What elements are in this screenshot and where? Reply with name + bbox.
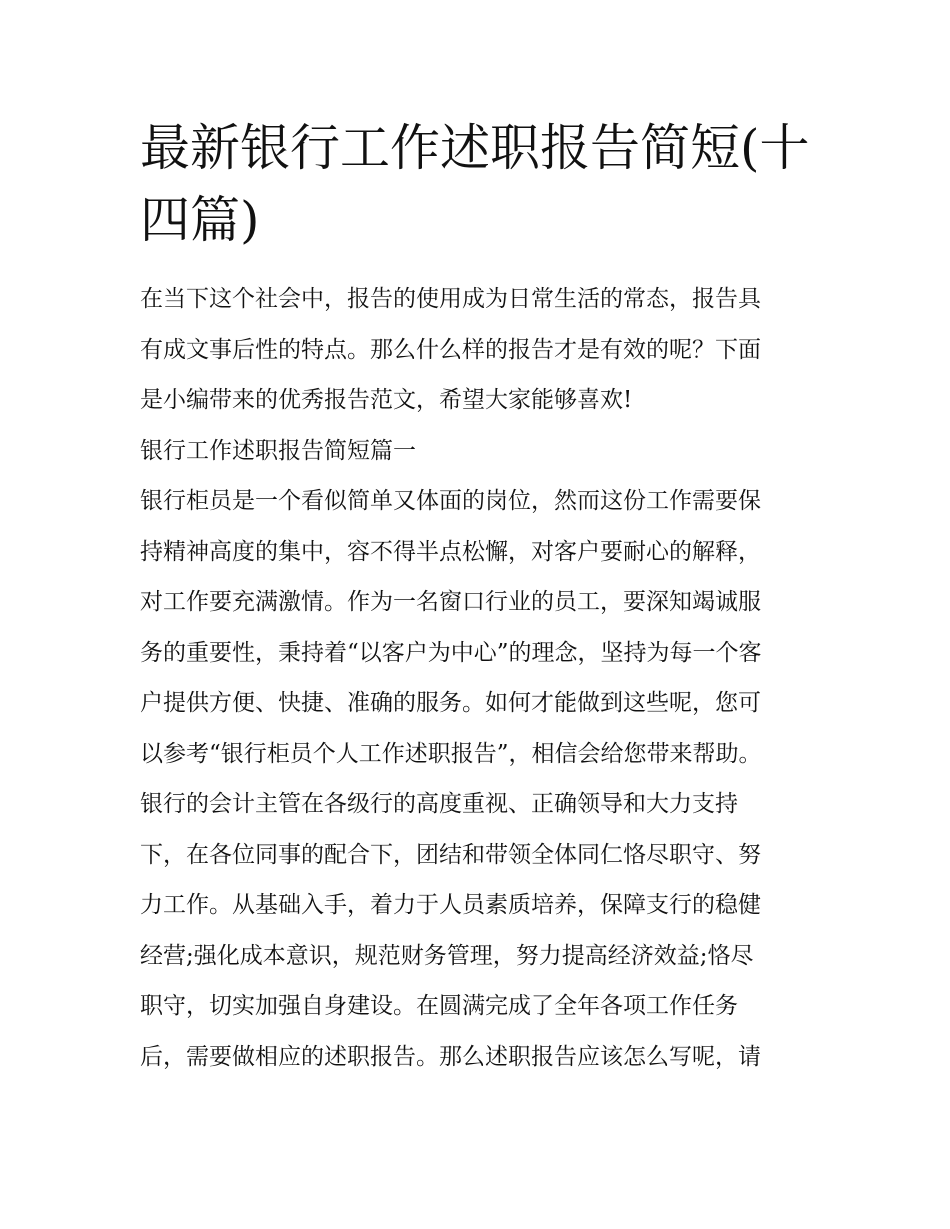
text-line: 有成文事后性的特点。那么什么样的报告才是有效的呢？下面 xyxy=(140,336,761,363)
body-paragraph xyxy=(140,779,815,1082)
text-line: 在当下这个社会中，报告的使用成为日常生活的常态，报告具 xyxy=(140,286,761,312)
document-title xyxy=(140,112,815,256)
text-line: 以参考“银行柜员个人工作述职报告”，相信会给您带来帮助。 xyxy=(140,740,762,767)
text-line: 力工作。从基础入手，着力于人员素质培养，保障支行的稳健 xyxy=(140,892,761,918)
title-line: 最新银行工作述职报告简短(十 xyxy=(140,119,810,177)
text-line: 是小编带来的优秀报告范文，希望大家能够喜欢! xyxy=(140,387,633,413)
document-content xyxy=(140,112,815,1082)
text-line: 对工作要充满激情。作为一名窗口行业的员工，要深知竭诚服 xyxy=(140,589,761,615)
text-line: 银行的会计主管在各级行的高度重视、正确领导和大力支持 xyxy=(140,791,738,817)
text-line: 经营;强化成本意识，规范财务管理，努力提高经济效益;恪尽 xyxy=(140,942,754,969)
title-line: 四篇) xyxy=(140,191,260,249)
text-line: 银行柜员是一个看似简单又体面的岗位，然而这份工作需要保 xyxy=(140,488,761,514)
text-line: 持精神高度的集中，容不得半点松懈，对客户要耐心的解释， xyxy=(140,538,761,565)
body-paragraph xyxy=(140,476,815,779)
text-line: 下，在各位同事的配合下，团结和带领全体同仁恪尽职守、努 xyxy=(140,841,761,868)
text-line: 务的重要性，秉持着“以客户为中心”的理念，坚持为每一个客 xyxy=(140,639,762,666)
text-line: 户提供方便、快捷、准确的服务。如何才能做到这些呢，您可 xyxy=(140,690,761,716)
text-line: 后，需要做相应的述职报告。那么述职报告应该怎么写呢，请 xyxy=(140,1043,761,1070)
section-heading: 银行工作述职报告简短篇一 xyxy=(140,437,416,464)
intro-paragraph xyxy=(140,274,815,426)
text-line: 职守，切实加强自身建设。在圆满完成了全年各项工作任务 xyxy=(140,993,738,1019)
